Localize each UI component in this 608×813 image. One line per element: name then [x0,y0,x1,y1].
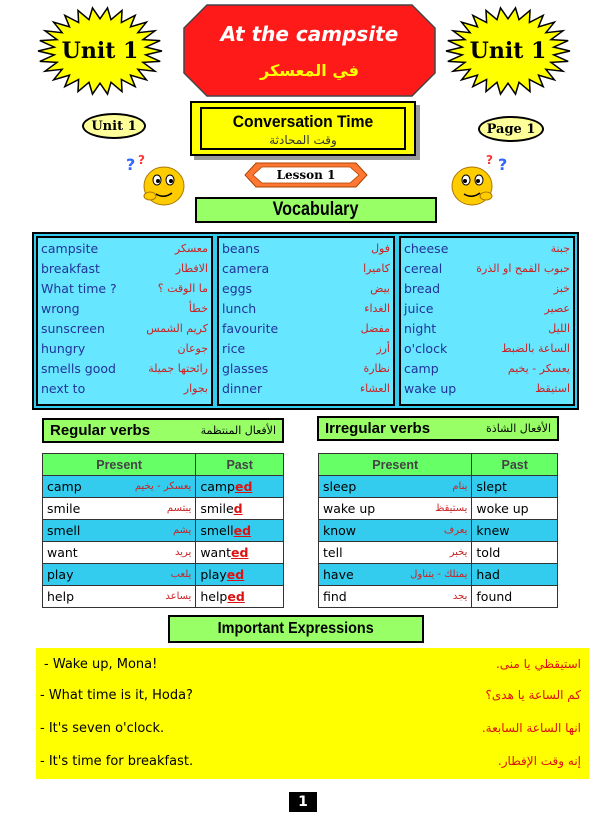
vocab-english: cereal [404,260,443,276]
vocab-english: juice [404,300,434,316]
svg-text:?: ? [138,153,145,167]
expression-english: - It's seven o'clock. [40,720,165,736]
vocab-item [219,378,393,398]
vocab-english: sunscreen [41,320,105,336]
verb-past: found [476,589,513,604]
regular-verbs-heading [42,418,284,443]
unit-label-right: Unit 1 [469,38,547,64]
vocab-english: camera [222,260,270,276]
table-row [43,586,284,608]
svg-text:?: ? [486,153,493,167]
unit-starburst-left [36,6,164,96]
verb-past-base: want [200,545,232,560]
vocab-item [401,338,573,358]
vocab-arabic: نظارة [363,361,390,375]
regular-verbs-table [42,453,284,608]
verb-arabic: ينام [452,481,468,492]
vocab-item [401,358,573,378]
table-row [319,520,558,542]
verb-present: have [323,567,354,582]
vocab-arabic: رائحتها جميلة [148,361,208,375]
verb-arabic: يخبر [449,547,468,558]
vocab-arabic: ما الوقت ؟ [157,281,208,295]
lesson-badge [244,162,368,188]
expression-english: - What time is it, Hoda? [40,687,193,703]
verb-past-base: camp [200,479,235,494]
vocabulary-table [32,232,579,410]
vocab-item [38,258,211,278]
vocab-english: wake up [404,380,457,396]
verb-past-suffix: d [233,501,243,516]
vocab-item [219,338,393,358]
expressions-heading-text: Important Expressions [217,620,375,637]
vocab-english: bread [404,280,441,296]
vocab-arabic: الغداء [364,301,390,315]
vocab-english: smells good [41,360,116,376]
verb-arabic: يشم [172,525,192,536]
verb-arabic: يريد [174,547,192,558]
expression-arabic: إنه وقت الإفطار. [497,754,581,768]
verb-arabic: يساعد [165,591,192,602]
vocab-arabic: يعسكر - يخيم [507,361,570,375]
vocab-english: campsite [41,240,99,256]
thinking-smiley-right-icon [446,150,512,210]
verb-past-suffix: ed [231,545,249,560]
verb-arabic: يعسكر - يخيم [134,481,192,492]
conversation-title-arabic: وقت المحادثة [269,133,337,147]
vocab-item [401,238,573,258]
vocab-arabic: بيض [370,281,390,295]
vocab-arabic: الليل [548,321,570,335]
vocab-arabic: معسكر [174,241,208,255]
vocab-arabic: خبز [553,281,570,295]
vocab-item [401,298,573,318]
vocab-english: cheese [404,240,449,256]
vocabulary-column-1 [36,236,213,406]
vocabulary-heading-text: Vocabulary [273,199,359,220]
vocab-english: camp [404,360,439,376]
vocab-english: beans [222,240,260,256]
table-row [43,476,284,498]
expressions-heading [168,615,424,643]
expression-row [40,654,581,674]
thinking-smiley-left-icon [124,150,190,210]
verb-present: smile [47,501,81,516]
vocab-english: favourite [222,320,279,336]
verb-present: tell [323,545,343,560]
vocab-arabic: جبنة [550,241,570,255]
lesson-label: Lesson 1 [276,168,336,182]
verb-arabic: يستيقظ [435,503,468,514]
verb-arabic: يبتسم [166,503,192,514]
vocab-english: night [404,320,437,336]
verb-past: knew [476,523,510,538]
vocab-arabic: كاميرا [363,261,390,275]
vocab-item [219,298,393,318]
table-row [319,476,558,498]
vocab-arabic: خطأ [188,301,208,315]
verb-past-base: play [200,567,227,582]
verb-present: camp [47,479,82,494]
irregular-verbs-table [318,453,558,608]
vocab-item [219,278,393,298]
vocab-arabic: أرز [376,341,390,355]
verb-past: woke up [476,501,529,516]
expression-arabic: كم الساعة يا هدى؟ [485,688,581,702]
vocab-item [401,318,573,338]
vocab-item [38,238,211,258]
vocabulary-column-2 [217,236,395,406]
vocab-item [219,318,393,338]
verb-present: wake up [323,501,376,516]
vocab-english: breakfast [41,260,100,276]
expression-english: - It's time for breakfast. [40,753,194,769]
vocab-arabic: فول [371,241,390,255]
expression-row [40,685,581,705]
verb-past-suffix: ed [226,567,245,582]
verb-present: find [323,589,347,604]
vocab-english: o'clock [404,340,448,356]
expressions-box [36,648,589,779]
vocab-item [38,338,211,358]
regular-verbs-title-arabic: الأفعال المنتظمة [200,424,276,437]
irregular-verbs-title-arabic: الأفعال الشاذة [486,422,551,435]
unit-label-left: Unit 1 [61,38,139,64]
title-banner [183,4,436,97]
regular-verbs-title: Regular verbs [50,422,151,439]
verb-past-suffix: ed [234,479,253,494]
vocab-arabic: مفضل [360,321,390,335]
vocabulary-column-3 [399,236,575,406]
title-arabic: في المعسكر [259,61,360,80]
verb-past: had [476,567,500,582]
verb-present: play [47,567,74,582]
vocab-item [401,258,573,278]
verb-arabic: يلعب [170,569,192,580]
column-header-past: Past [196,454,284,476]
table-row [43,520,284,542]
verb-past-base: smile [200,501,234,516]
verb-arabic: يجد [452,591,468,602]
vocab-english: dinner [222,380,263,396]
vocab-arabic: جوعان [177,341,208,355]
vocab-english: eggs [222,280,253,296]
vocab-item [219,238,393,258]
table-row [43,542,284,564]
column-header-present: Present [319,454,472,476]
vocab-item [401,278,573,298]
verb-arabic: يمتلك - يتناول [410,569,468,580]
verb-past-suffix: ed [227,589,245,604]
verb-present: know [323,523,357,538]
vocab-item [38,318,211,338]
irregular-verbs-heading [317,416,559,441]
vocab-item [38,278,211,298]
expression-english: - Wake up, Mona! [44,656,158,672]
vocab-item [401,378,573,398]
verb-present: want [47,545,78,560]
table-header-row [319,454,558,476]
vocab-english: hungry [41,340,86,356]
page-oval: Page 1 [478,116,544,142]
page-number: 1 [289,792,317,812]
vocab-english: next to [41,380,86,396]
expression-row [40,718,581,738]
verb-present: sleep [323,479,357,494]
verb-past-base: smell [200,523,234,538]
verb-past: slept [476,479,507,494]
conversation-title: Conversation Time [232,112,374,131]
verb-arabic: يعرف [443,525,468,536]
verb-present: help [47,589,75,604]
vocab-english: What time ? [41,280,117,296]
vocab-arabic: كريم الشمس [146,321,208,335]
vocab-english: glasses [222,360,269,376]
vocab-item [38,358,211,378]
vocab-arabic: الساعة بالضبط [501,341,570,355]
unit-starburst-right [444,6,572,96]
unit-oval: Unit 1 [82,113,146,139]
vocab-english: wrong [41,300,80,316]
vocab-item [38,298,211,318]
svg-text:?: ? [498,155,508,174]
column-header-past: Past [472,454,558,476]
conversation-time-box [190,101,416,156]
title-octagon-shape [183,4,436,97]
table-header-row [43,454,284,476]
table-row [43,498,284,520]
expression-arabic: انها الساعة السابعة. [481,721,581,735]
verb-past-suffix: ed [233,523,252,538]
table-row [319,542,558,564]
verb-past: told [476,545,501,560]
expression-row [40,751,581,771]
expression-arabic: استيقظي يا منى. [495,657,581,671]
vocab-item [219,258,393,278]
vocabulary-heading [195,197,437,223]
vocab-arabic: الافطار [175,261,208,275]
table-row [319,498,558,520]
table-row [43,564,284,586]
column-header-present: Present [43,454,196,476]
irregular-verbs-title: Irregular verbs [325,420,431,437]
table-row [319,586,558,608]
vocab-arabic: حبوب القمح او الذرة [476,261,570,275]
vocab-arabic: استيقظ [535,381,570,395]
vocab-item [38,378,211,398]
vocab-english: rice [222,340,246,356]
table-row [319,564,558,586]
verb-present: smell [47,523,81,538]
vocab-english: lunch [222,300,257,316]
verb-past-base: help [200,589,228,604]
vocab-arabic: عصير [544,301,570,315]
vocab-arabic: العشاء [359,381,390,395]
vocab-arabic: بجوار [183,381,208,395]
svg-text:?: ? [126,155,136,174]
title-english: At the campsite [220,22,399,46]
vocab-item [219,358,393,378]
